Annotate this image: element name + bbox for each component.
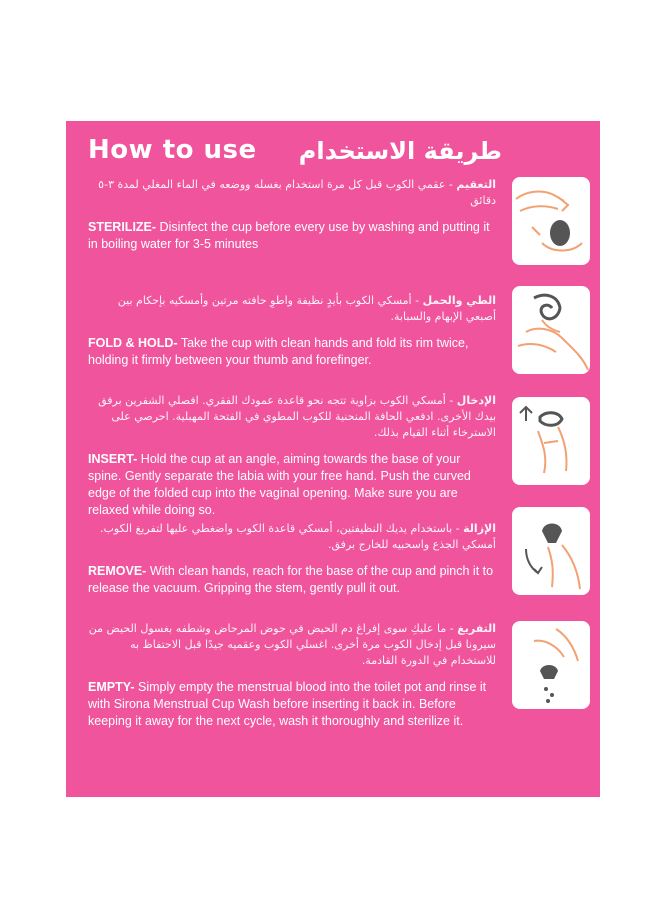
step-english-text: FOLD & HOLD- Take the cup with clean hands and fold its rim twice, holding it firmly between your thumb and forefinger. bbox=[88, 336, 469, 367]
insert-icon bbox=[512, 397, 590, 485]
remove-icon bbox=[512, 507, 590, 595]
step-arabic-text: التعقيم - عقمي الكوب قبل كل مرة استخدام بغسله ووضعه في الماء المغلي لمدة ٣-٥ دقائق bbox=[98, 178, 496, 207]
step-english-text: REMOVE- With clean hands, reach for the base of the cup and pinch it to release the vacuum. Gripping the stem, gently pull it out. bbox=[88, 564, 494, 595]
step-arabic-text: الإزالة - باستخدام يديك النظيفتين، أمسكي قاعدة الكوب واضغطي عليها لتفريغ الكوب. أمسكي الجذع واسحبيه للخارج برفق. bbox=[100, 522, 496, 551]
step-sterilize bbox=[88, 177, 496, 253]
sterilize-icon bbox=[512, 177, 590, 265]
empty-icon bbox=[512, 621, 590, 709]
step-english-text: STERILIZE- Disinfect the cup before every use by washing and putting it in boiling water for 3-5 minutes bbox=[88, 220, 490, 251]
step-empty bbox=[88, 621, 496, 730]
step-insert bbox=[88, 393, 496, 519]
instruction-panel bbox=[66, 121, 600, 797]
step-english-text: EMPTY- Simply empty the menstrual blood into the toilet pot and rinse it with Sirona Menstrual Cup Wash before inserting it back in. Before keeping it away for the next cycle, wash it thoroughly and sterilize it. bbox=[88, 680, 487, 728]
step-fold-hold bbox=[88, 293, 496, 369]
step-remove bbox=[88, 521, 496, 597]
step-arabic-text: الطي والحمل - أمسكي الكوب بأيدٍ نظيفة واطوِ حافته مرتين وأمسكيه بإحكام بين أصبعي الإبهام والسبابة. bbox=[117, 294, 496, 323]
title-english: How to use bbox=[88, 135, 257, 165]
title-arabic: طريقة الاستخدام bbox=[298, 137, 502, 165]
step-arabic-text: التفريغ - ما عليكِ سوى إفراغ دم الحيض في حوض المرحاض وشطفه بغسول الحيض من سيرونا قبل إدخال الكوب مرة أخرى. اغسلي الكوب وعقميه جيدًا قبل الاحتفاظ به للاستخدام في الدورة القادمة. bbox=[88, 622, 496, 667]
step-arabic-text: الإدخال - أمسكي الكوب بزاوية تتجه نحو قاعدة عمودك الفقري. افصلي الشفرين برفق بيدك الأخرى. ادفعي الحافة المنحنية للكوب المطوي في الفتحة المهبلية. احرصي على الاسترخاء أثناء القيام بذلك. bbox=[98, 394, 496, 439]
step-english-text: INSERT- Hold the cup at an angle, aiming towards the base of your spine. Gently separate the labia with your free hand. Push the curved edge of the folded cup into the vaginal opening. Make sure you are relaxed while doing so. bbox=[88, 452, 471, 517]
fold-icon bbox=[512, 286, 590, 374]
